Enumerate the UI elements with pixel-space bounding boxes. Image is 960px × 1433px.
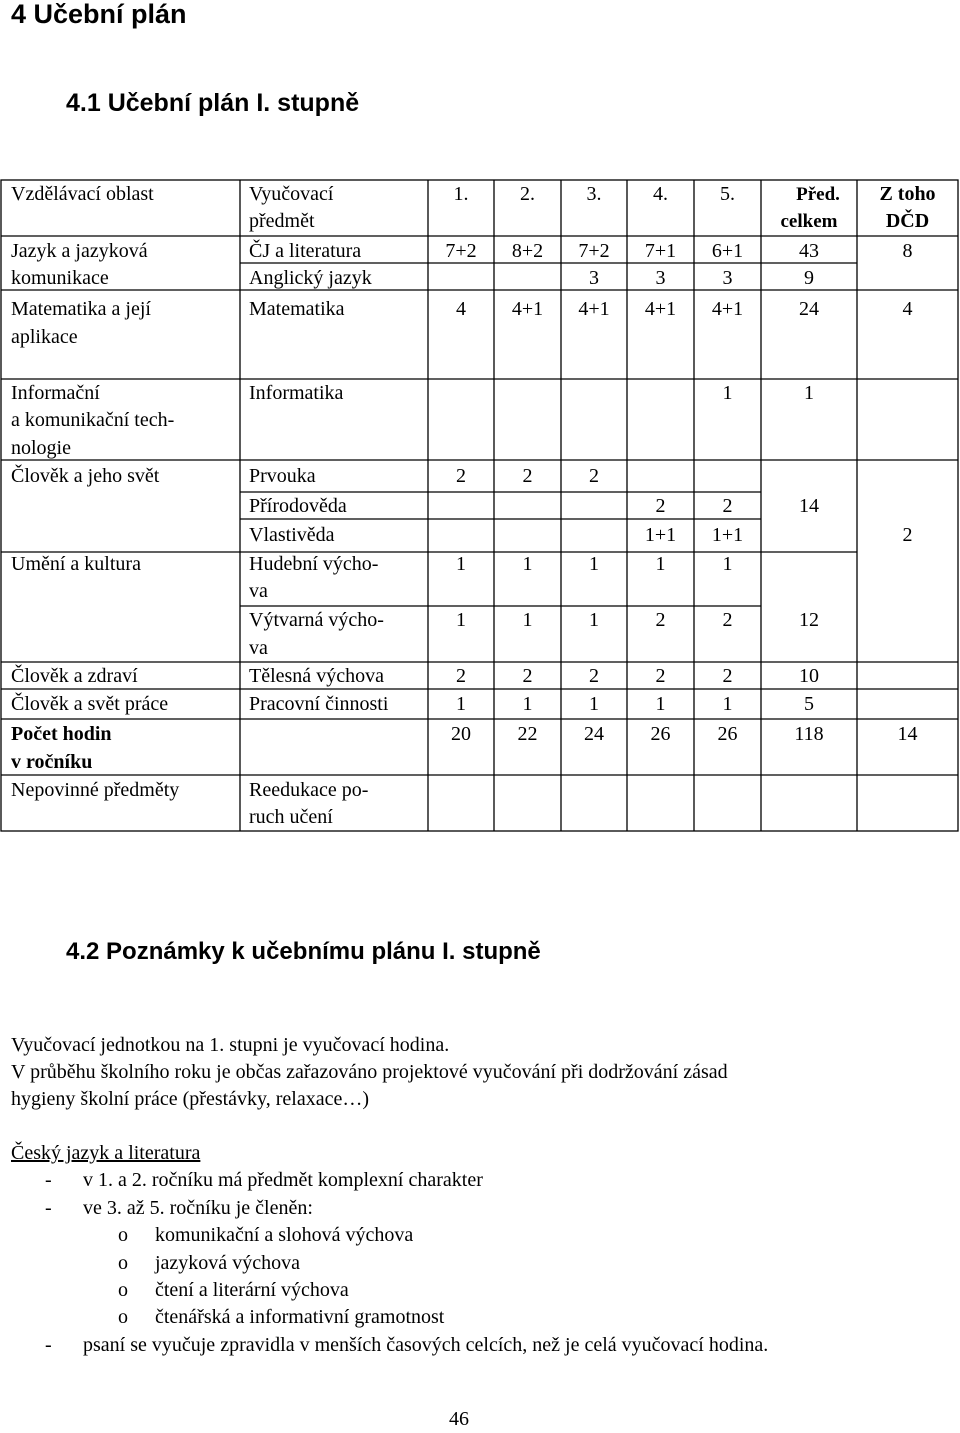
cell: 2 [522,465,533,487]
area-matematika: Matematika a její [11,298,151,320]
area-svet: Člověk a jeho svět [11,465,160,487]
page-number: 46 [449,1408,469,1430]
circle-bullet: o [118,1252,128,1274]
header-grade-2: 2. [520,183,535,205]
header-subject-2: předmět [249,210,315,232]
cell: 1 [522,693,533,715]
cell: 4 [456,298,466,320]
cell: 1 [804,382,814,404]
cell: 2 [589,465,599,487]
cell: 3 [655,267,666,289]
cell: 2 [902,524,913,546]
cell: 6+1 [711,240,744,262]
area-zdravi: Člověk a zdraví [11,665,138,687]
cell: 1 [456,693,466,715]
cell: 10 [799,665,819,687]
cell: 2 [456,465,466,487]
cell: 9 [804,267,814,289]
cell: 8+2 [511,240,544,262]
area-ikt: Informační [11,382,100,404]
cell: 14 [897,723,918,745]
area-jazyk-2: komunikace [11,267,109,289]
cell: 12 [799,609,819,631]
cell: 2 [456,665,466,687]
note-sub-3: čtení a literární výchova [155,1279,349,1301]
subject-prvouka: Prvouka [249,465,316,487]
note-p2-2: hygieny školní práce (přestávky, relaxace…) [11,1088,369,1110]
subject-reedukace: Reedukace po- [249,779,369,801]
cell: 1 [589,609,599,631]
cell: 1 [722,382,733,404]
cell: 14 [799,495,819,517]
cj-title: Český jazyk a literatura [11,1142,201,1164]
subject-tv: Tělesná výchova [249,665,384,687]
header-grade-5: 5. [720,183,735,205]
cell: 1 [456,553,466,575]
cell: 4 [902,298,913,320]
subject-cj: ČJ a literatura [249,240,362,262]
subject-inf: Informatika [249,382,344,404]
cell: 26 [717,723,738,745]
subject-reedukace-2: ruch učení [249,806,333,828]
circle-bullet: o [118,1279,128,1301]
header-grade-3: 3. [586,183,602,205]
subject-hv-2: va [249,580,268,602]
circle-bullet: o [118,1306,128,1328]
subject-vv: Výtvarná výcho- [249,609,384,631]
section-heading-4-2: 4.2 Poznámky k učebnímu plánu I. stupně [66,938,541,965]
cell: 43 [799,240,819,262]
cell: 2 [655,495,666,517]
cell: 4+1 [578,298,610,320]
cell: 2 [655,609,666,631]
cell: 3 [589,267,599,289]
cell: 4+1 [511,298,544,320]
header-area: Vzdělávací oblast [11,183,154,205]
subject-prirodoveda: Přírodověda [249,495,347,517]
header-subject: Vyučovací [249,183,334,205]
subject-mat: Matematika [249,298,345,320]
subject-pc: Pracovní činnosti [249,693,389,715]
dash-bullet: - [45,1334,52,1356]
area-nepovinne: Nepovinné předměty [11,779,180,801]
cell: 8 [902,240,913,262]
cell: 118 [794,723,824,745]
header-grade-1: 1. [453,183,469,205]
cell: 24 [799,298,819,320]
header-grade-4: 4. [653,183,668,205]
subject-hv: Hudební výcho- [249,553,379,575]
dash-bullet: - [45,1197,52,1219]
cell: 7+1 [644,240,677,262]
cell: 1 [589,553,599,575]
cell: 2 [722,495,733,517]
note-item-1: v 1. a 2. ročníku má předmět komplexní charakter [83,1169,483,1191]
note-item-2: ve 3. až 5. ročníku je členěn: [83,1197,313,1219]
header-total: Před. [796,184,840,205]
note-p1: Vyučovací jednotkou na 1. stupni je vyučovací hodina. [11,1034,450,1056]
note-p2: V průběhu školního roku je občas zařazováno projektové vyučování při dodržování zásad [11,1061,728,1083]
cell: 22 [517,723,538,745]
subject-vv-2: va [249,637,268,659]
subject-aj: Anglický jazyk [249,267,372,289]
note-sub-1: komunikační a slohová výchova [155,1224,414,1246]
cell: 20 [451,723,471,745]
cell: 26 [650,723,671,745]
cell: 1 [722,553,733,575]
cell: 2 [589,665,599,687]
area-jazyk: Jazyk a jazyková [11,240,148,262]
cell: 1 [522,609,533,631]
area-umeni: Umění a kultura [11,553,141,575]
cell: 1+1 [711,524,744,546]
cell: 1 [722,693,733,715]
header-dcd: Z toho [879,183,936,205]
cell: 2 [522,665,533,687]
sum-label: Počet hodin [11,723,112,745]
dash-bullet: - [45,1169,52,1191]
cell: 2 [722,609,733,631]
cell: 3 [722,267,733,289]
area-matematika-2: aplikace [11,326,78,348]
subject-vlastiveda: Vlastivěda [249,524,335,546]
cell: 1 [456,609,466,631]
cell: 7+2 [578,240,610,262]
header-dcd-2: DČD [885,210,930,232]
cell: 1 [655,693,666,715]
header-total-2: celkem [780,211,838,232]
area-prace: Člověk a svět práce [11,693,169,715]
chapter-heading: 4 Učební plán [11,0,187,29]
cell: 1 [655,553,666,575]
area-ikt-2: a komunikační tech- [11,409,175,431]
circle-bullet: o [118,1224,128,1246]
cell: 1 [589,693,599,715]
cell: 1+1 [644,524,677,546]
cell: 5 [804,693,814,715]
cell: 24 [584,723,604,745]
cell: 4+1 [644,298,677,320]
note-item-3: psaní se vyučuje zpravidla v menších časových celcích, než je celá vyučovací hodina. [83,1334,769,1356]
cell: 2 [655,665,666,687]
cell: 7+2 [445,240,477,262]
sum-label-2: v ročníku [11,751,93,773]
note-sub-2: jazyková výchova [155,1252,300,1274]
cell: 1 [522,553,533,575]
section-heading-4-1: 4.1 Učební plán I. stupně [66,89,360,117]
cell: 4+1 [711,298,744,320]
area-ikt-3: nologie [11,437,71,459]
curriculum-table [0,179,960,832]
cell: 2 [722,665,733,687]
note-sub-4: čtenářská a informativní gramotnost [155,1306,445,1328]
